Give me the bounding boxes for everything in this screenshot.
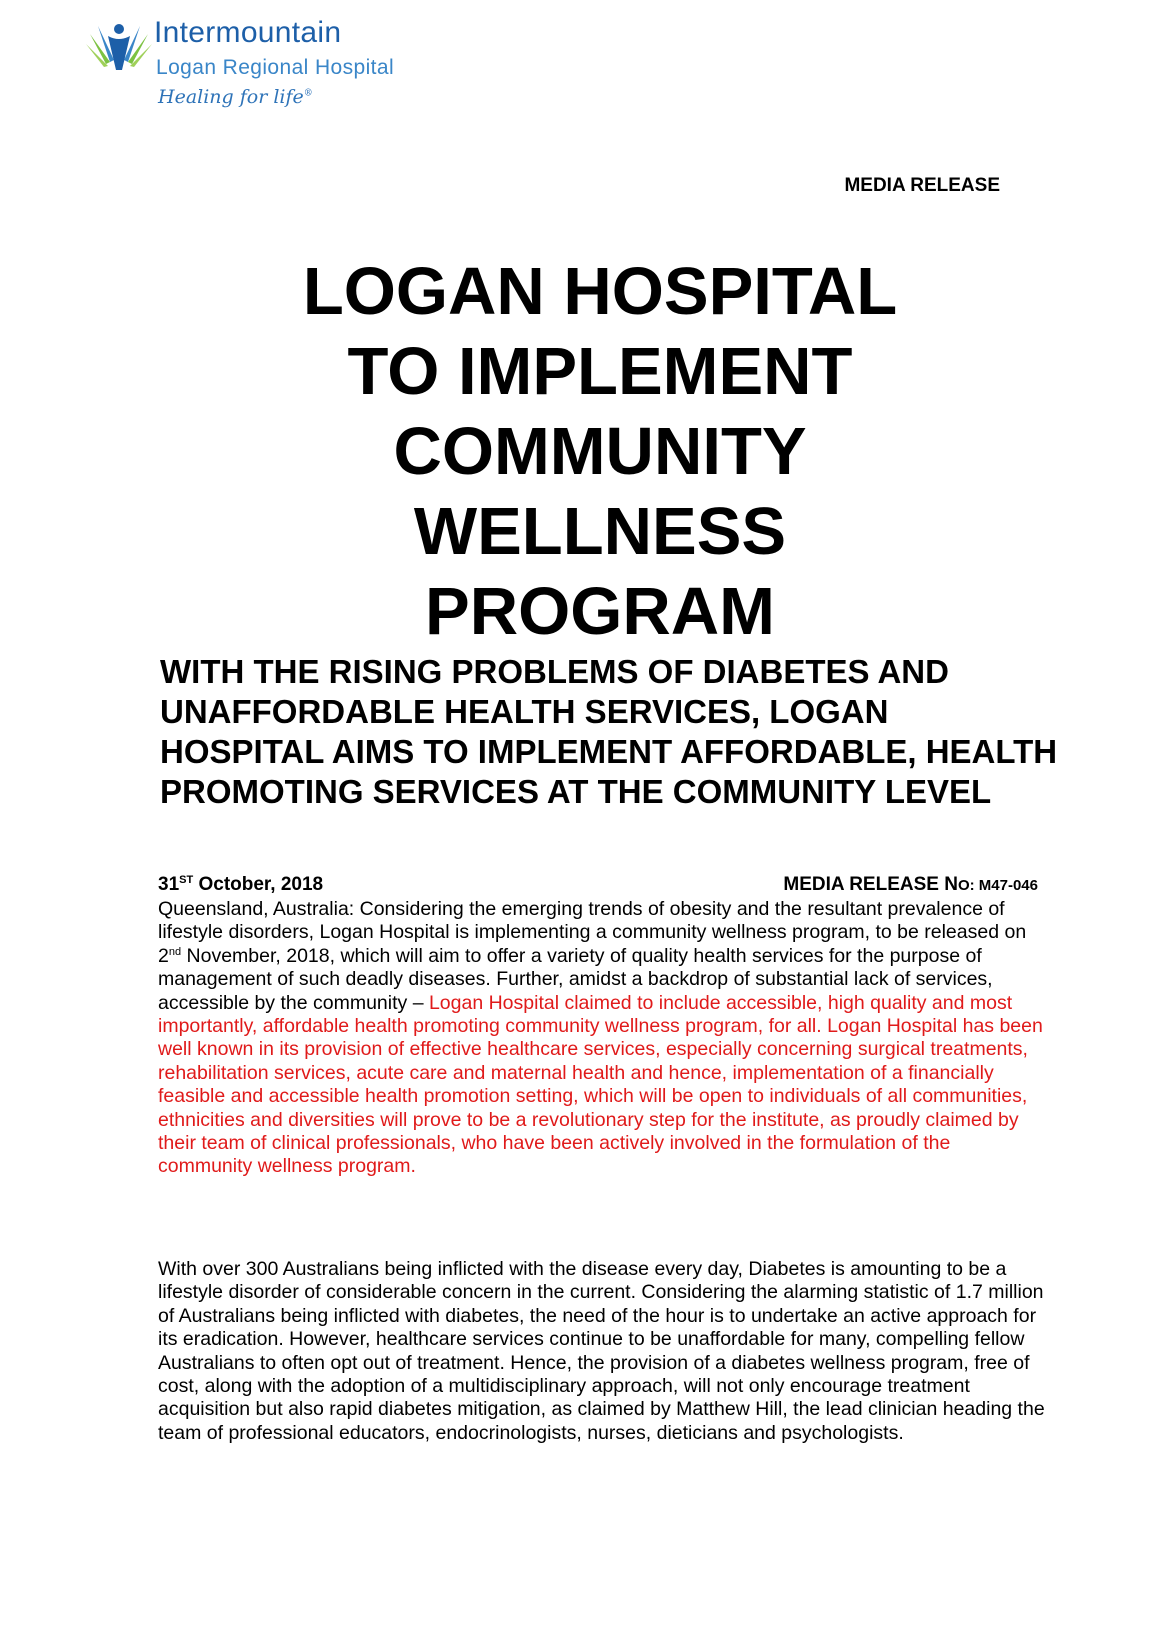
media-release-label: MEDIA RELEASE (844, 175, 1000, 196)
body-paragraph-1 (158, 898, 1048, 1179)
headline-line: LOGAN HOSPITAL (302, 254, 898, 329)
subheadline: WITH THE RISING PROBLEMS OF DIABETES AND UNAFFORDABLE HEALTH SERVICES, LOGAN HOSPITAL AIMS TO IMPLEMENT AFFORDABLE, HEALTH PROMOTING SERVICES AT THE COMMUNITY LEVEL (160, 653, 1058, 810)
hospital-logo (86, 16, 466, 116)
date-rest: October, 2018 (193, 874, 324, 895)
headline-line: COMMUNITY (393, 414, 807, 489)
body-paragraph-2: With over 300 Australians being inflicted with the disease every day, Diabetes is amounting to be a lifestyle disorder of considerable concern in the current. Considering the alarming statistic of 1.7 million of Australians being inflicted with diabetes, the need of the hour is to undertake an active approach for its eradication. However, healthcare services continue to be unaffordable for many, compelling fellow Australians to often opt out of treatment. Hence, the provision of a diabetes wellness program, free of cost, along with the adoption of a multidisciplinary approach, will not only encourage treatment acquisition but also rapid diabetes mitigation, as claimed by Matthew Hill, the lead clinician heading the team of professional educators, endocrinologists, nurses, dieticians and psychologists. (158, 1258, 1045, 1444)
date-day: 31 (158, 874, 180, 895)
release-number (783, 874, 1038, 896)
intermountain-figure-icon (86, 20, 152, 72)
highlighted-text: Logan Hospital claimed to include accessible, high quality and most importantly, affordable health promoting community wellness program, for all. Logan Hospital has been well known in its provision of effective healthcare services, especially concerning surgical treatments, rehabilitation services, acute care and maternal health and hence, implementation of a financially feasible and accessible health promotion setting, which will be open to individuals of all communities, ethnicities and diversities will prove to be a revolutionary step for the institute, as proudly claimed by their team of clinical professionals, who have been actively involved in the formulation of the community wellness program. (158, 991, 1043, 1178)
paragraph-text: Queensland, Australia: Considering the emerging trends of obesity and the resultant prevalence of lifestyle disorders, Logan Hospital is implementing a community wellness program, to be released on 2 (158, 898, 1027, 967)
paragraph-text: November, 2018, which will aim to offer a variety of quality health services for the purpose of management of such deadly diseases. Further, amidst a backdrop of substantial lack of services, accessible by the community – (158, 944, 993, 1014)
headline (170, 252, 1030, 652)
release-number-value: : M47-046 (969, 877, 1038, 894)
release-date (158, 874, 323, 896)
logo-subname: Logan Regional Hospital (156, 56, 395, 79)
logo-tagline-text: Healing for life (158, 86, 304, 108)
release-number-o: O (957, 877, 970, 894)
logo-name: Intermountain (154, 16, 342, 49)
headline-line: WELLNESS (413, 494, 787, 569)
headline-line: PROGRAM (425, 574, 775, 649)
date-suffix: nd (168, 945, 182, 958)
headline-line: TO IMPLEMENT (347, 334, 853, 409)
date-suffix: ST (179, 874, 194, 886)
registered-mark: ® (303, 88, 313, 99)
logo-tagline (158, 86, 313, 108)
release-number-label: MEDIA RELEASE N (783, 874, 958, 895)
release-meta (158, 874, 1038, 898)
